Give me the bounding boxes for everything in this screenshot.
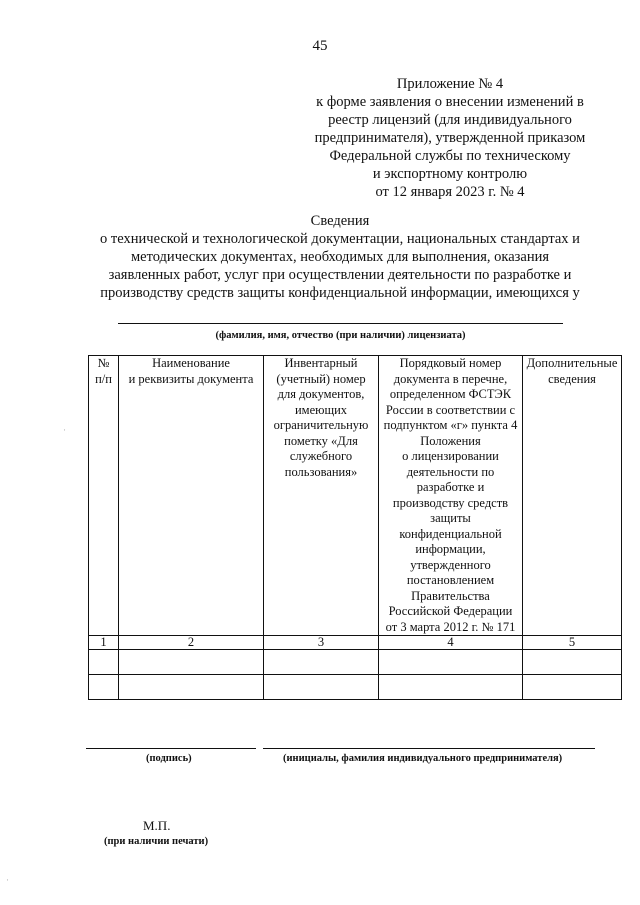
appendix-line: Федеральной службы по техническому — [329, 148, 571, 164]
table-cell[interactable] — [119, 650, 264, 675]
table-cell[interactable] — [379, 675, 523, 700]
column-number: 1 — [89, 636, 119, 650]
appendix-line: к форме заявления о внесении изменений в — [316, 94, 584, 110]
header-inventory-number: Инвентарный (учетный) номер для документов, имеющих ограничительную пометку «Для служебного пользования» — [264, 356, 379, 636]
table-cell[interactable] — [89, 650, 119, 675]
signature-line[interactable] — [86, 748, 256, 749]
table-cell[interactable] — [89, 675, 119, 700]
stamp-note: (при наличии печати) — [104, 836, 209, 847]
licensee-name-line[interactable] — [118, 323, 563, 324]
licensee-caption: (фамилия, имя, отчество (при наличии) лицензиата) — [215, 330, 466, 341]
table-cell[interactable] — [264, 650, 379, 675]
initials-line[interactable] — [263, 748, 595, 749]
stamp-label: М.П. — [143, 818, 171, 833]
table-header-row — [89, 356, 622, 636]
title-line: о технической и технологической документации, национальных стандартах и — [100, 231, 580, 247]
initials-caption: (инициалы, фамилия индивидуального предпринимателя) — [283, 753, 563, 764]
title-line: заявленных работ, услуг при осуществлении деятельности по разработке и — [108, 267, 572, 283]
appendix-line: от 12 января 2023 г. № 4 — [375, 184, 525, 200]
appendix-header — [300, 75, 600, 201]
title-line: методических документах, необходимых для выполнения, оказания — [130, 249, 550, 265]
title-heading: Сведения — [310, 213, 370, 229]
header-number: № п/п — [89, 356, 119, 636]
appendix-line: предпринимателя), утвержденной приказом — [314, 130, 586, 146]
column-numbers-row — [89, 636, 622, 650]
appendix-line: и экспортному контролю — [372, 166, 528, 182]
scan-artifact: · — [63, 425, 66, 435]
column-number: 5 — [523, 636, 622, 650]
column-number: 3 — [264, 636, 379, 650]
scan-artifact: · — [6, 875, 9, 885]
document-title — [60, 212, 620, 302]
table-row — [89, 675, 622, 700]
header-document-name: Наименование и реквизиты документа — [119, 356, 264, 636]
documents-table — [88, 355, 622, 700]
signature-caption: (подпись) — [146, 753, 192, 764]
header-additional-info: Дополнительные сведения — [523, 356, 622, 636]
page-number: 45 — [312, 38, 328, 54]
appendix-line: Приложение № 4 — [396, 76, 504, 92]
column-number: 2 — [119, 636, 264, 650]
table-cell[interactable] — [379, 650, 523, 675]
table-row — [89, 650, 622, 675]
title-line: производству средств защиты конфиденциальной информации, имеющихся у — [100, 285, 580, 301]
table-cell[interactable] — [264, 675, 379, 700]
table-cell[interactable] — [523, 675, 622, 700]
table-cell[interactable] — [119, 675, 264, 700]
header-list-number: Порядковый номер документа в перечне, определенном ФСТЭК России в соответствии с подпунктом «г» пункта 4 Положения о лицензировании деятельности по разработке и производству средств защиты конфиденциальной информации, утвержденного постановлением Правительства Российской Федерации от 3 марта 2012 г. № 171 — [379, 356, 523, 636]
table-cell[interactable] — [523, 650, 622, 675]
appendix-line: реестр лицензий (для индивидуального — [328, 112, 572, 128]
column-number: 4 — [379, 636, 523, 650]
